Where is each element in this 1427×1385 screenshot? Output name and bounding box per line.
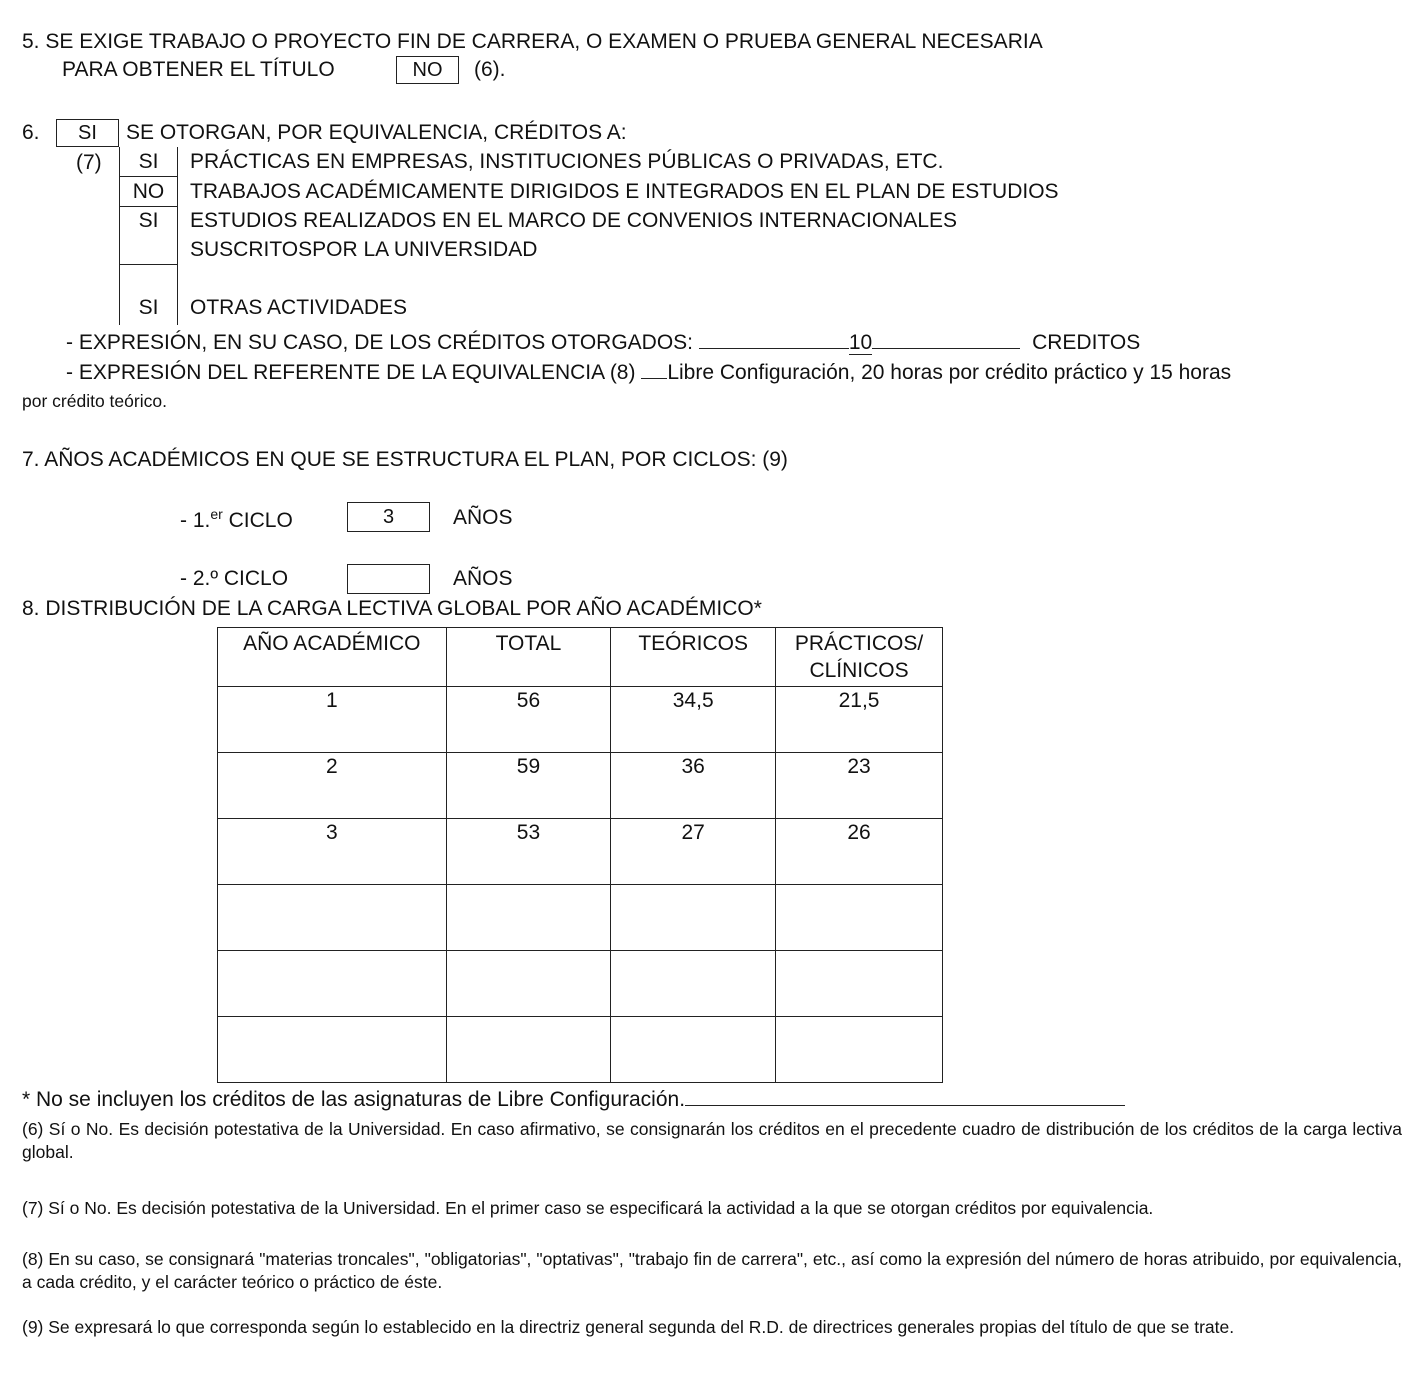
ciclo-2-years-box (347, 564, 430, 594)
table-cell: 36 (611, 753, 776, 819)
table-cell (218, 1017, 447, 1083)
table-row (218, 1017, 943, 1083)
table-cell (776, 1017, 943, 1083)
section-8-title: 8. DISTRIBUCIÓN DE LA CARGA LECTIVA GLOBAL POR AÑO ACADÉMICO* (22, 597, 762, 620)
table-cell: 59 (446, 753, 611, 819)
creditos-label: - EXPRESIÓN, EN SU CASO, DE LOS CRÉDITOS OTORGADOS: (66, 331, 694, 354)
ciclo-1-prefix: - 1. (180, 509, 211, 532)
referente-value: Libre Configuración, 20 horas por crédito práctico y 15 horas (667, 361, 1232, 384)
answer-divider (119, 206, 178, 207)
table-cell: 53 (446, 819, 611, 885)
ciclo-1-sup: er (210, 506, 223, 522)
ciclo-1-label (180, 506, 293, 533)
footnote-8: (8) En su caso, se consignará "materias troncales", "obligatorias", "optativas", "trabajo fin de carrera", etc., así como la expresión del número de horas atribuido, por equivalencia, a cada crédito, y el carácter teórico o práctico de éste. (22, 1249, 1402, 1292)
item-3-label-continued: SUSCRITOSPOR LA UNIVERSIDAD (190, 238, 538, 261)
footnote-9: (9) Se expresará lo que corresponda según lo establecido en la directriz general segunda del R.D. de directrices generales propias del título de que se trate. (22, 1317, 1235, 1337)
section-7-title: 7. AÑOS ACADÉMICOS EN QUE SE ESTRUCTURA EL PLAN, POR CICLOS: (9) (22, 448, 788, 471)
carga-lectiva-table (217, 627, 943, 1083)
table-cell (218, 951, 447, 1017)
header-clinicos: CLÍNICOS (809, 659, 909, 682)
table-row (218, 885, 943, 951)
creditos-unit: CREDITOS (1032, 331, 1141, 354)
header-total: TOTAL (446, 628, 611, 687)
table-row (218, 951, 943, 1017)
table-cell: 21,5 (776, 687, 943, 753)
table-cell (218, 885, 447, 951)
header-practicos-clinicos (776, 628, 943, 687)
table-cell: 56 (446, 687, 611, 753)
item-4-answer: SI (138, 296, 159, 319)
footnote-asterisk: * No se incluyen los créditos de las asignaturas de Libre Configuración. (22, 1088, 686, 1111)
creditos-blank (699, 330, 849, 349)
section-5-answer-box: NO (396, 56, 459, 84)
answer-divider (119, 176, 178, 177)
referente-blank (641, 360, 667, 379)
item-1-answer: SI (138, 150, 159, 173)
footnote-asterisk-row (22, 1087, 1125, 1112)
section-5-line1: 5. SE EXIGE TRABAJO O PROYECTO FIN DE CARRERA, O EXAMEN O PRUEBA GENERAL NECESARIA (22, 30, 1043, 53)
table-cell (611, 951, 776, 1017)
ciclo-1-years-box: 3 (347, 502, 430, 532)
item-4-label: OTRAS ACTIVIDADES (190, 296, 408, 319)
footnote-6: (6) Sí o No. Es decisión potestativa de la Universidad. En caso afirmativo, se consignarán los créditos en el precedente cuadro de distribución de los créditos de la carga lectiva global. (22, 1119, 1402, 1162)
table-cell (776, 951, 943, 1017)
table-cell: 26 (776, 819, 943, 885)
table-cell (446, 1017, 611, 1083)
item-2-label: TRABAJOS ACADÉMICAMENTE DIRIGIDOS E INTEGRADOS EN EL PLAN DE ESTUDIOS (190, 180, 1059, 203)
section-6-ref: (7) (76, 151, 102, 174)
table-cell (446, 951, 611, 1017)
header-teoricos: TEÓRICOS (611, 628, 776, 687)
section-6-title: SE OTORGAN, POR EQUIVALENCIA, CRÉDITOS A: (126, 121, 627, 144)
creditos-blank (872, 330, 1020, 349)
footnote-7: (7) Sí o No. Es decisión potestativa de la Universidad. En el primer caso se especificará la actividad a la que se otorgan créditos por equivalencia. (22, 1198, 1154, 1218)
creditos-value: 10 (848, 331, 873, 354)
table-cell (611, 1017, 776, 1083)
item-3-answer: SI (138, 209, 159, 232)
table-row (218, 687, 943, 753)
table-cell: 23 (776, 753, 943, 819)
ciclo-2-label: - 2.º CICLO (180, 567, 289, 590)
table-cell: 34,5 (611, 687, 776, 753)
header-ano-academico: AÑO ACADÉMICO (218, 628, 447, 687)
referente-row (66, 360, 1231, 385)
section-6-answer-box: SI (56, 119, 119, 147)
table-header-row (218, 628, 943, 687)
item-1-label: PRÁCTICAS EN EMPRESAS, INSTITUCIONES PÚBLICAS O PRIVADAS, ETC. (190, 150, 944, 173)
table-cell (776, 885, 943, 951)
table-cell: 2 (218, 753, 447, 819)
ciclo-1-word: CICLO (228, 509, 293, 532)
header-practicos: PRÁCTICOS/ (794, 632, 924, 655)
section-5-line2: PARA OBTENER EL TÍTULO (62, 58, 335, 81)
creditos-row (66, 330, 1140, 355)
table-cell: 3 (218, 819, 447, 885)
table-cell: 1 (218, 687, 447, 753)
item-3-label: ESTUDIOS REALIZADOS EN EL MARCO DE CONVENIOS INTERNACIONALES (190, 209, 958, 232)
table-row (218, 819, 943, 885)
section-6-number: 6. (22, 121, 40, 144)
section-5-ref: (6). (474, 58, 506, 81)
footnote-asterisk-line (685, 1087, 1125, 1106)
referente-label: - EXPRESIÓN DEL REFERENTE DE LA EQUIVALENCIA (8) (66, 361, 636, 384)
answer-divider (119, 264, 178, 265)
referente-value-continued: por crédito teórico. (22, 391, 167, 411)
ciclo-2-unit: AÑOS (453, 567, 513, 590)
table-cell: 27 (611, 819, 776, 885)
table-row (218, 753, 943, 819)
ciclo-1-unit: AÑOS (453, 506, 513, 529)
table-cell (446, 885, 611, 951)
item-2-answer: NO (132, 180, 165, 203)
table-cell (611, 885, 776, 951)
